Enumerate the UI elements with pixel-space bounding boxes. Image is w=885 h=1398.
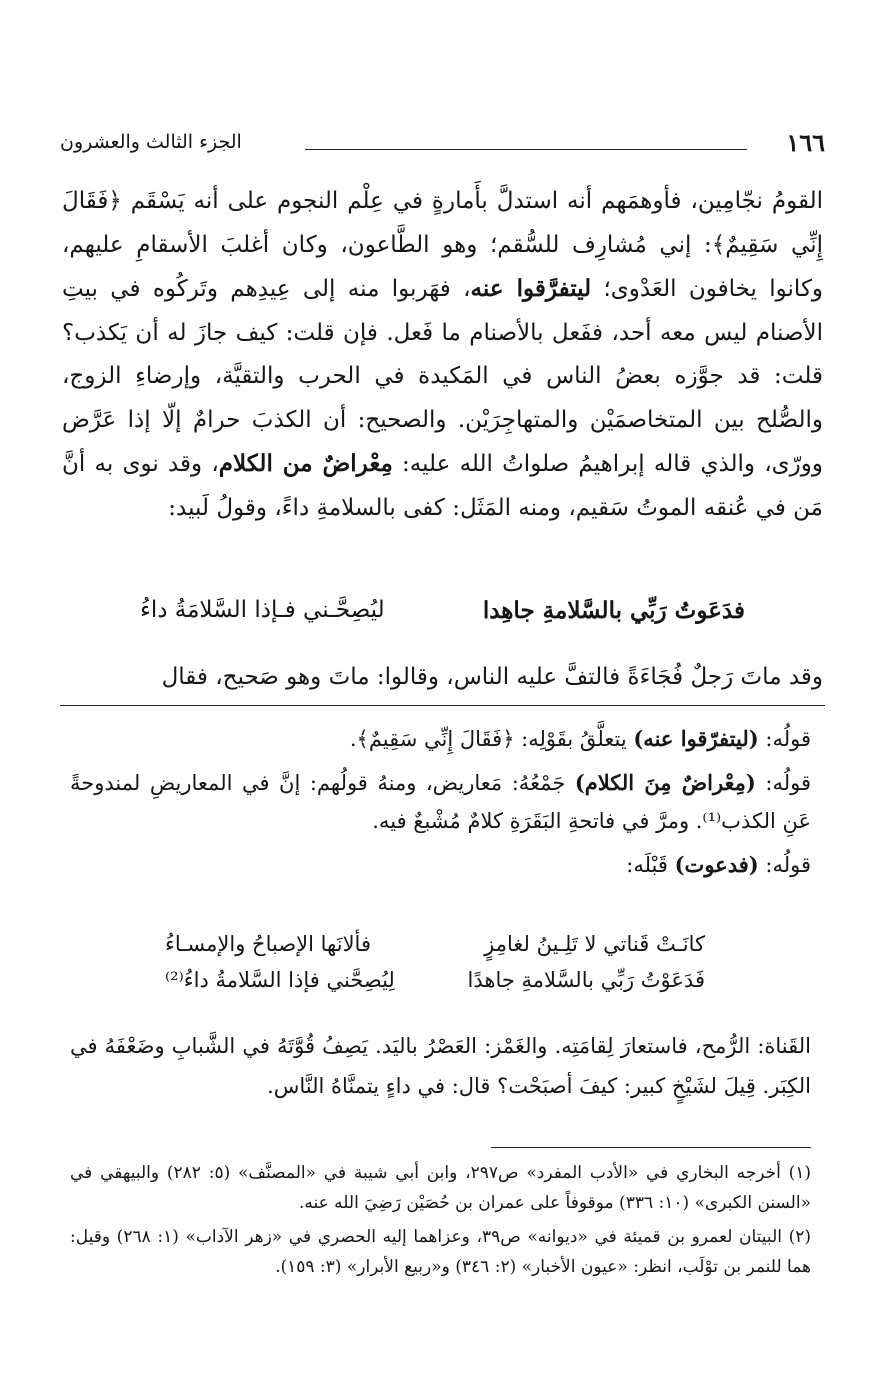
commentary-gloss [70, 1026, 811, 1106]
page-number: ١٦٦ [786, 128, 825, 157]
bold-phrase: ليتفرَّقوا عنه [470, 275, 592, 302]
poetry-verse [140, 597, 745, 643]
commentary-run: قَبْلَه: [626, 853, 675, 877]
footnote-rule [491, 1147, 811, 1148]
main-text-run: ، وقد نوى به أنَّ مَن في عُنقه الموتُ سَقيم، ومنه المَثَل: كفى بالسلامةِ داءً، وقولُ لَبيد: [62, 451, 823, 521]
bold-phrase: (فدعوت) [674, 852, 759, 877]
verse-second-hemistich: ليُصِحَّـني فـإذا السَّلامَةُ داءُ [140, 597, 385, 623]
couplet-first-hemistich: فَدَعَوْتُ رَبِّي بالسَّلامةِ جاهدًا [467, 968, 705, 992]
bold-phrase: (ليتفرّقوا عنه) [633, 726, 759, 751]
commentary-run: قولُه: [758, 727, 811, 751]
couplet-second-hemistich: فألانَها الإصباحُ والإمسـاءُ [165, 932, 371, 956]
footnote-2: (٢) البيتان لعمرو بن قميئة في «ديوانه» ص٣٩، وعزاهما إليه الحصري في «زهر الآداب» (١: ٢٦٨) وقيل: هما للنمر بن توْلَب، انظر: «عيون الأخبار» (٢: ٣٤٦) و«ربيع الأبرار» (٣: ١٥٩). [70, 1227, 811, 1277]
commentary-run: يتعلَّقُ بقَوْلِه: ﴿فَقَالَ إِنِّي سَقِيمٌ﴾. [349, 727, 634, 751]
couplet-second-hemistich: لِيُصِحَّني فإذا السَّلامةُ داءُ⁽²⁾ [165, 968, 395, 992]
commentary-paragraph [70, 764, 811, 840]
main-paragraph [62, 180, 823, 530]
couplet-row [165, 926, 705, 962]
main-continuation: وقد ماتَ رَجلٌ فُجَاءَةً فالتفَّ عليه الناس، وقالوا: ماتَ وهو صَحيح، فقال [161, 664, 823, 690]
running-header [60, 128, 825, 164]
commentary-paragraph: القَناة: الرُّمح، فاستعارَ لِقامَتِه. والغَمْز: العَصْرُ باليَد. يَصِفُ قُوَّتَهُ في الشَّبابِ وضَعْفَهُ في الكِبَر. قِيلَ لشَيْخٍ كبير: كيفَ أصبَحْت؟ قال: في داءٍ يتمنَّاهُ النَّاس. [70, 1034, 811, 1098]
commentary-section [70, 720, 811, 890]
couplet-row [165, 962, 705, 998]
commentary-paragraph [70, 846, 811, 884]
commentary-run: قولُه: [758, 853, 811, 877]
main-text-run: القومُ نجّامِين، فأوهمَهم أنه استدلَّ بأَمارةٍ في عِلْم النجوم على أنه يَسْقَم ﴿فَقَالَ إِنِّي سَقِيمٌ﴾: إني مُشارِف للسُّقم؛ وهو الطَّاعون، وكان أغلبَ الأسقامِ عليهم، وكانوا يخافون العَدْوى؛ [62, 188, 823, 302]
volume-title: الجزء الثالث والعشرون [60, 131, 242, 153]
couplet-first-hemistich: كانَـتْ قَناتي لا تَلِـينُ لغامِزٍ [484, 932, 705, 956]
commentary-couplets [165, 926, 705, 998]
commentary-divider [60, 705, 825, 706]
footnote-1: (١) أخرجه البخاري في «الأدب المفرد» ص٢٩٧، وابن أبي شيبة في «المصنَّف» (٥: ٢٨٢) والبيهقي في «السنن الكبرى» (١٠: ٣٣٦) موقوفاً على عمران بن حُصَيْن رَضِيَ الله عنه. [70, 1163, 812, 1213]
commentary-run: قولُه: [755, 771, 811, 795]
main-text [62, 180, 823, 530]
main-text-run: ، فهَربوا منه إلى عِيدِهم وتَركُوه في بيتِ الأصنام ليس معه أحد، ففَعل بالأصنام ما فَعل. فإن قلت: كيف جازَ له أن يَكذب؟ قلت: قد جوَّزه بعضُ الناس في المَكيدة في الحرب والتقيَّة، وإرضاءِ الزوج، والصُّلح بين المتخاصمَيْن والمتهاجِرَيْن. والصحيح: أن الكذبَ حرامٌ إلّا إذا عَرَّض وورّى، والذي قاله إبراهيمُ صلواتُ الله عليه: [62, 276, 823, 477]
footnotes [70, 1158, 811, 1286]
commentary-paragraph [70, 720, 811, 758]
bold-phrase: مِعْراضٌ من الكلام [218, 450, 393, 477]
commentary-run: جَمْعُهُ: مَعاريض، ومنهُ قولُهم: إنَّ في المعاريضِ لمندوحةً عَنِ الكذب⁽¹⁾. ومرَّ في فاتحةِ البَقَرَةِ كلامٌ مُشْبعٌ فيه. [70, 771, 811, 833]
header-rule [305, 149, 747, 150]
bold-phrase: (مِعْراضٌ مِنَ الكلام) [574, 770, 756, 795]
verse-first-hemistich: فدَعَوتُ رَبِّي بالسَّلامةِ جاهِدا [482, 597, 745, 624]
